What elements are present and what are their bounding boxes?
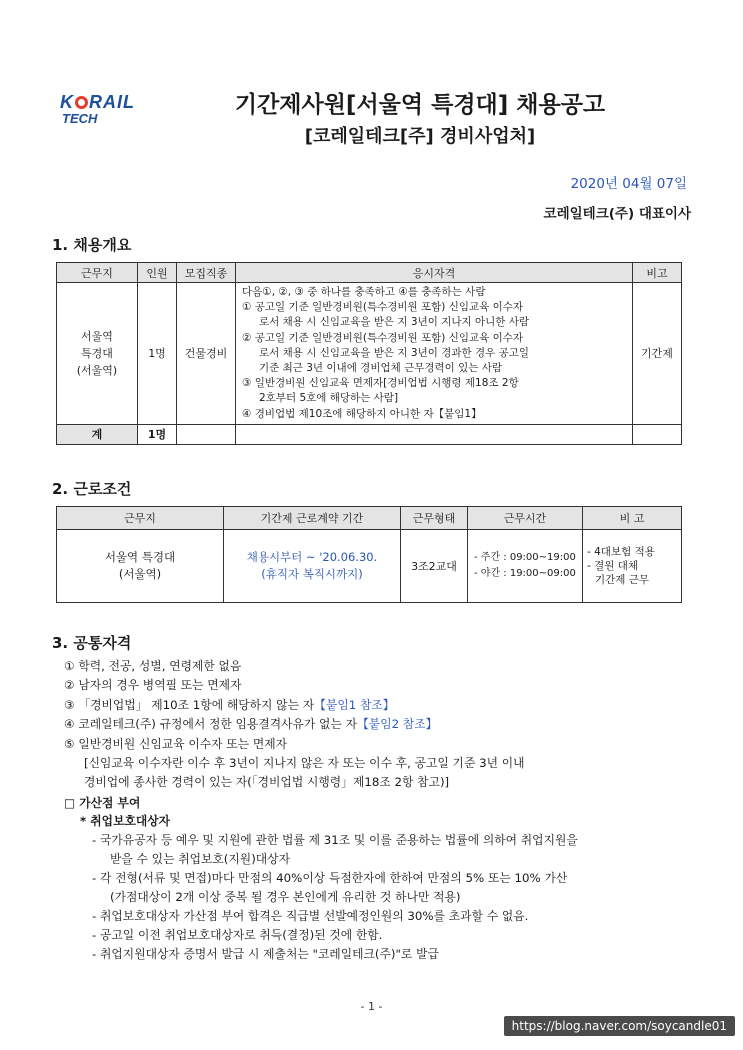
- korail-tech-logo: K RAIL TECH: [60, 92, 135, 126]
- section3-heading: 3. 공통자격: [52, 634, 132, 652]
- cell2-hours: - 주간 : 09:00~19:00 - 야간 : 19:00~09:00: [468, 530, 583, 603]
- qualification-item: ② 남자의 경우 병역필 또는 면제자: [64, 678, 242, 693]
- page-number: - 1 -: [360, 1000, 383, 1013]
- notice-date: 2020년 04월 07일: [570, 176, 687, 192]
- bonus-subheading: * 취업보호대상자: [80, 814, 171, 828]
- qualification-item: ④ 코레일테크(주) 규정에서 정한 임용결격사유가 없는 자【붙임2 참조】: [64, 717, 438, 732]
- qualification-item: ① 학력, 전공, 성별, 연령제한 없음: [64, 659, 242, 673]
- th-note: 비고: [633, 263, 682, 283]
- qualification-item: ⑤ 일반경비원 신임교육 이수자 또는 면제자: [64, 736, 288, 751]
- th2-shift: 근무형태: [401, 507, 468, 530]
- bonus-items: - 국가유공자 등 예우 및 지원에 관한 법률 제 31조 및 이를 준용하는 법률에 의하여 취업지원을 받을 수 있는 취업보호(지원)대상자 - 각 전형(서류 및 면접)마다 만점의 40%이상 득점한자에 한하여 만점의 5% 또는 10% 가산 (가점대상이 2개 이상 중복 될 경우 본인에게 유리한 것 하나만 적용) - 취업보호대상자 가산점 부여 합격은 직급별 선발예정인원의 30%를 초과할 수 없음. - 공고일 이전 취업보호대상자로 취득(결정)된 것에 한함. - 취업지원대상자 증명서 발급 시 제출처는 "코레일테크(주)"로 발급: [92, 833, 578, 961]
- total-label: 계: [57, 424, 138, 444]
- th-count: 인원: [138, 263, 177, 283]
- total-count: 1명: [138, 424, 177, 444]
- cell-job: 건물경비: [177, 283, 236, 425]
- cell-location: 서울역 특경대 (서울역): [57, 283, 138, 425]
- page-title: 기간제사원[서울역 특경대] 채용공고: [234, 92, 606, 118]
- th2-note: 비 고: [583, 507, 682, 530]
- th-location: 근무지: [57, 263, 138, 283]
- cell2-shift: 3조2교대: [401, 530, 468, 603]
- logo-ring-icon: [75, 96, 88, 109]
- common-qualifications-list: [64, 657, 525, 793]
- recruitment-overview-table: [56, 262, 682, 445]
- page-subtitle: [코레일테크[주] 경비사업처]: [304, 126, 536, 147]
- working-conditions-table: [56, 506, 682, 603]
- qualification-item: ③ 「경비업법」 제10조 1항에 해당하지 않는 자【붙임1 참조】: [64, 697, 395, 712]
- cell-requirements: 다음①, ②, ③ 중 하나를 충족하고 ④를 충족하는 사람 ① 공고일 기준 일반경비원(특수경비원 포함) 신임교육 이수자 로서 채용 시 신임교육을 받은 지 3년이 지나지 아니한 사람 ② 공고일 기준 일반경비원(특수경비원 포함) 신임교육 이수자 로서 채용 시 신임교육을 받은 지 3년이 경과한 경우 공고일 기준 최근 3년 이내에 경비업체 근무경력이 있는 사람 ③ 일반경비원 신임교육 면제자[경비업법 시행령 제18조 2항 2호부터 5호에 해당하는 사람] ④ 경비업법 제10조에 해당하지 아니한 자【붙임1】: [236, 283, 633, 425]
- cell2-period: 채용시부터 ~ '20.06.30. (휴직자 복직시까지): [224, 530, 401, 603]
- cell-note: 기간제: [633, 283, 682, 425]
- issuer: 코레일테크(주) 대표이사: [543, 206, 691, 222]
- cell2-notes: - 4대보험 적용 - 결원 대체 기간제 근무: [583, 530, 682, 603]
- section2-heading: 2. 근로조건: [52, 480, 132, 498]
- th2-location: 근무지: [57, 507, 224, 530]
- th-requirements: 응시자격: [236, 263, 633, 283]
- qualification-detail: 경비업에 종사한 경력이 있는 자(「경비업법 시행령」제18조 2항 참고)]: [84, 775, 450, 790]
- bonus-heading: □ 가산점 부여: [64, 796, 141, 810]
- th-job: 모집직종: [177, 263, 236, 283]
- th2-period: 기간제 근로계약 기간: [224, 507, 401, 530]
- th2-hours: 근무시간: [468, 507, 583, 530]
- cell2-location: 서울역 특경대 (서울역): [57, 530, 224, 603]
- watermark-url: https://blog.naver.com/soycandle01: [504, 1016, 735, 1036]
- cell-count: 1명: [138, 283, 177, 425]
- qualification-detail: [신임교육 이수자란 이수 후 3년이 지나지 않은 자 또는 이수 후, 공고일 기준 3년 이내: [84, 756, 525, 771]
- section1-heading: 1. 채용개요: [52, 236, 132, 254]
